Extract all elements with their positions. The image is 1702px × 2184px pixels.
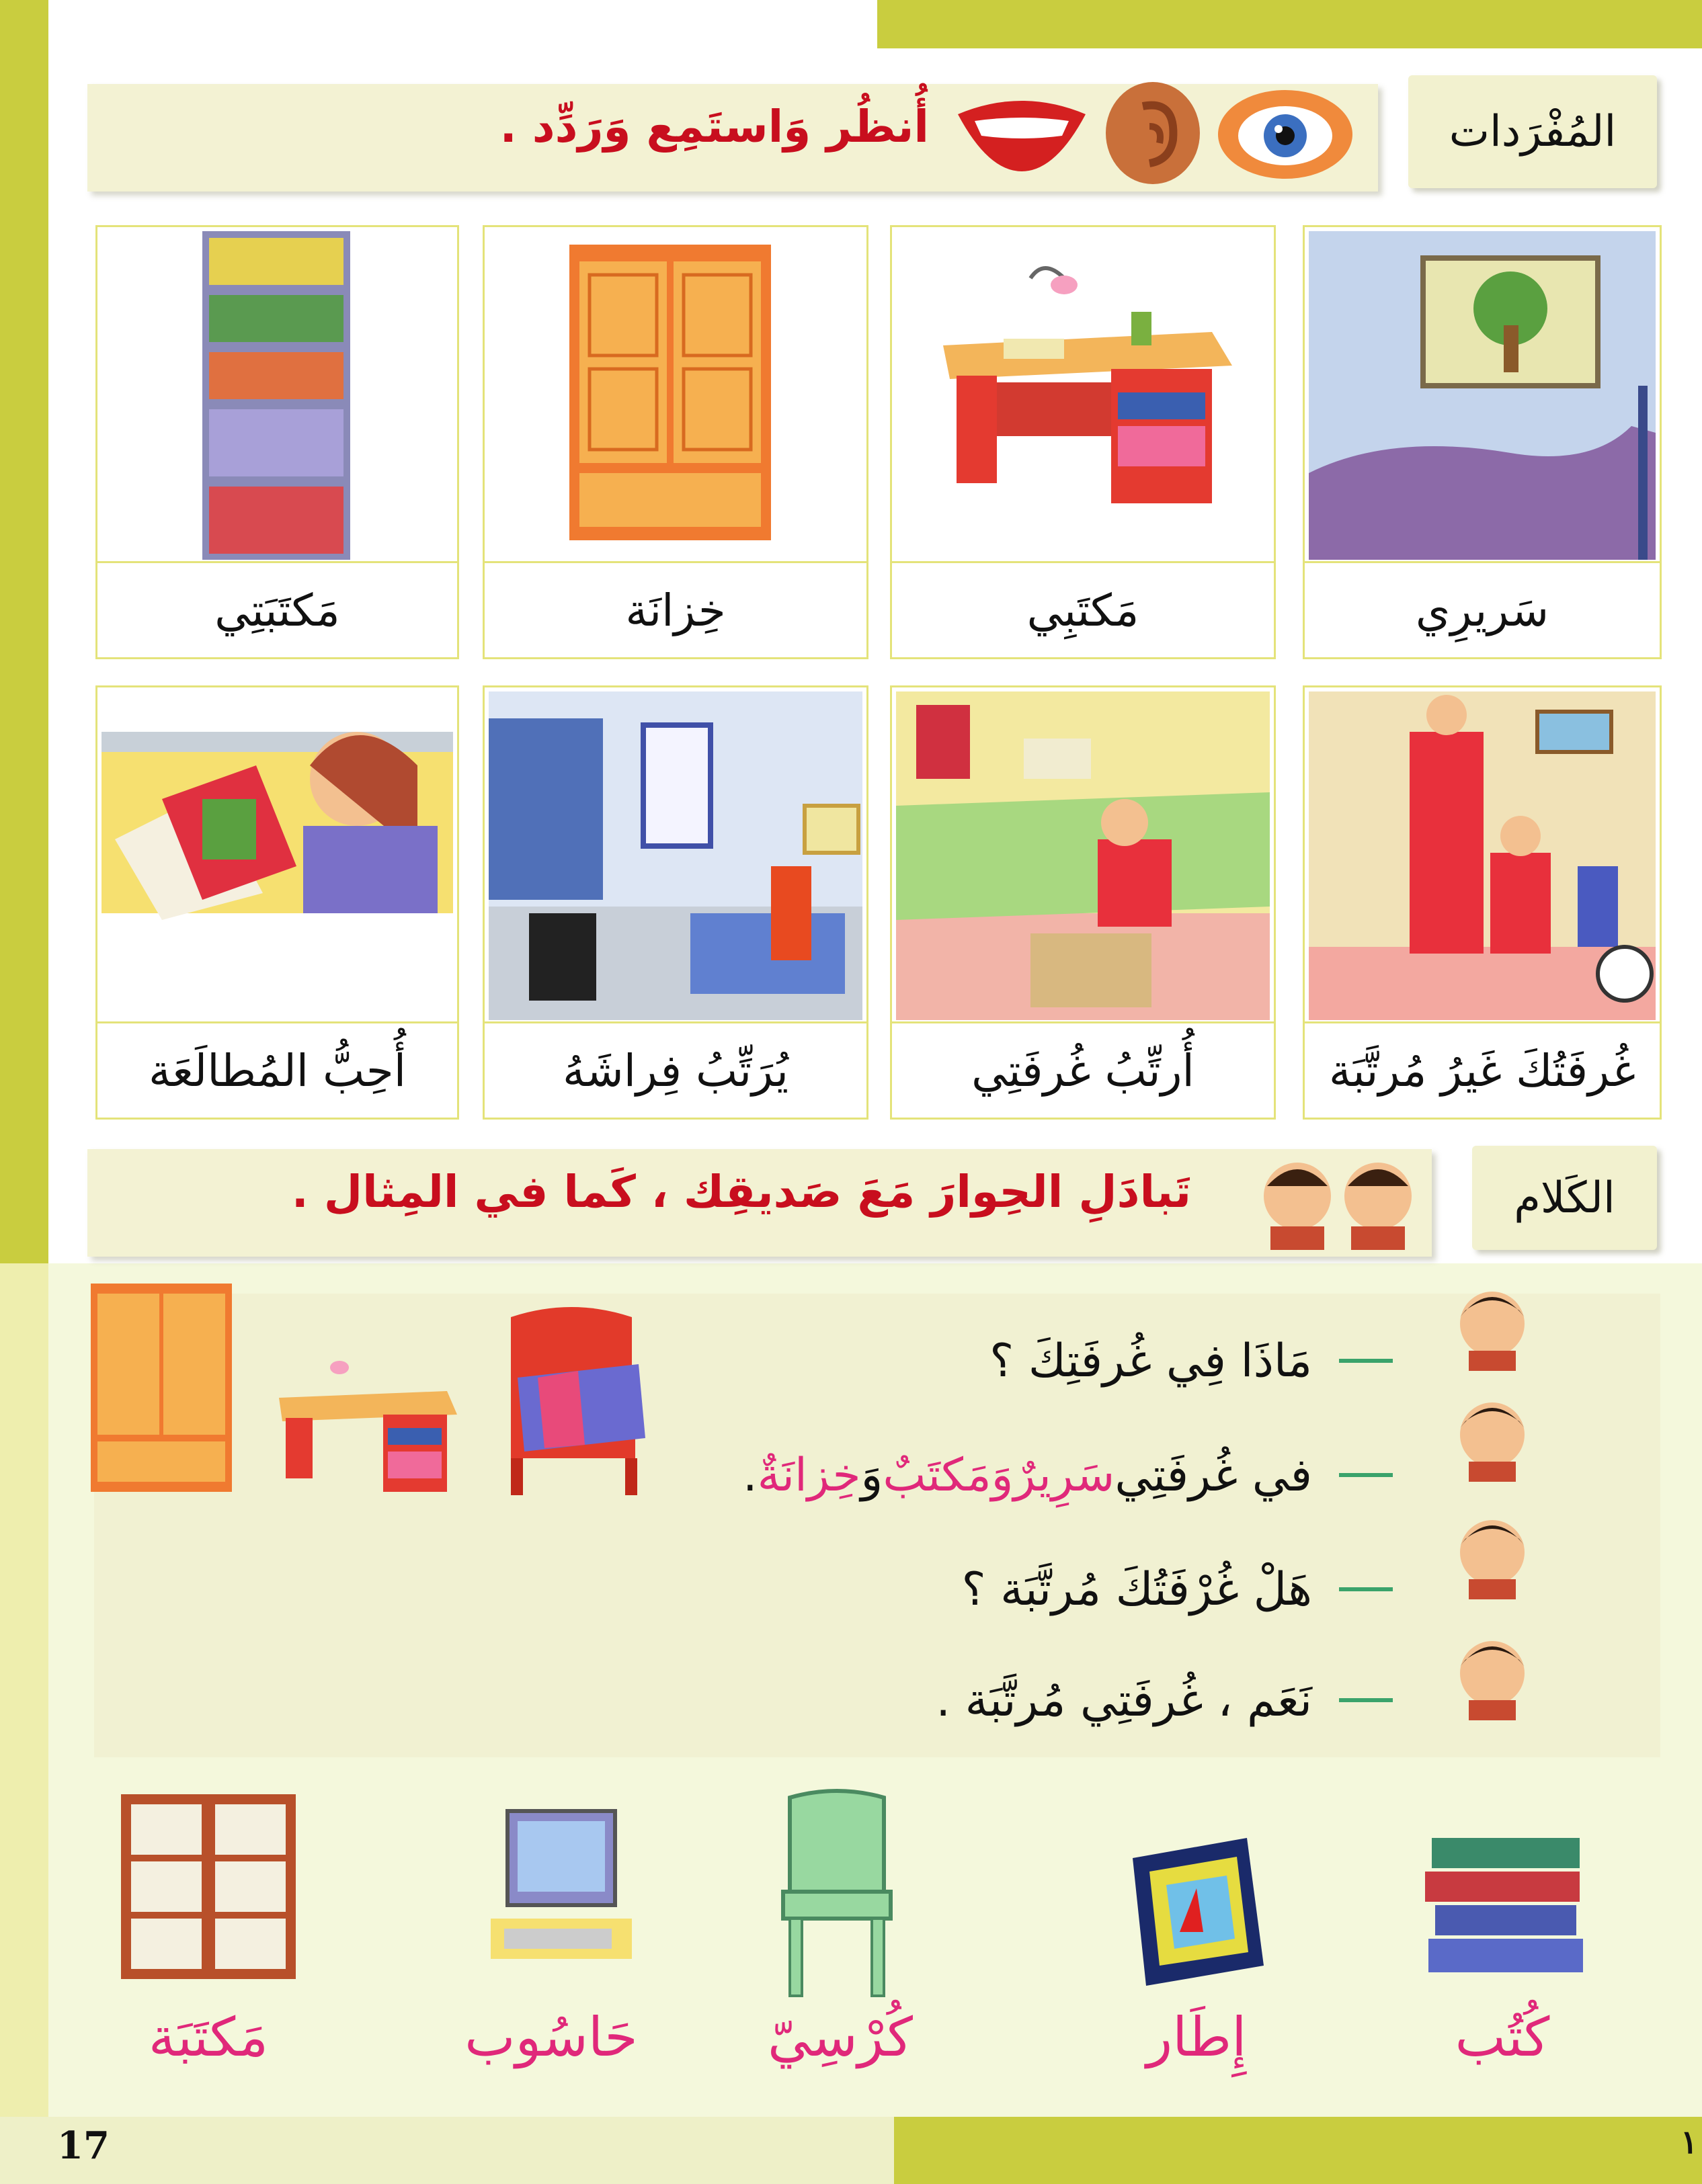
vocab-caption: سَريرِي <box>1305 561 1660 657</box>
girl-reading-illustration <box>102 691 453 1020</box>
vocab-caption: خِزانَة <box>485 561 866 657</box>
vocab-card-bed <box>1303 225 1662 659</box>
boy-tidying-illustration <box>896 691 1270 1020</box>
vocab-card-desk <box>890 225 1276 659</box>
vocab-caption: يُرَتِّبُ فِراشَهُ <box>485 1021 866 1118</box>
vocab-card-tidy-room <box>890 685 1276 1120</box>
desk-small-illustration <box>266 1351 460 1495</box>
dash-mark <box>1339 1698 1393 1702</box>
vocab-caption: مَكتَبَتِي <box>97 561 457 657</box>
vocab-caption: مَكتَبِي <box>892 561 1274 657</box>
computer-illustration <box>484 1798 639 1992</box>
books-illustration <box>1418 1818 1593 1986</box>
dialog-line-3-text: هَلْ غُرْفَتُكَ مُرتَّبَة ؟ <box>961 1562 1312 1616</box>
dialog-word-desk: وَمَكتَبٌ <box>883 1448 1014 1502</box>
vocab-caption: أُرتِّبُ غُرفَتِي <box>892 1021 1274 1118</box>
vocab-card-room-untidy <box>1303 685 1662 1120</box>
eye-icon <box>1217 87 1354 181</box>
boy-avatar-1 <box>1452 1284 1533 1371</box>
picture-frame-illustration <box>1119 1831 1274 1992</box>
vocab-card-reading <box>95 685 459 1120</box>
mouth-icon <box>955 94 1089 175</box>
bottom-left-band <box>0 2117 894 2184</box>
dialog-word-wardrobe: خِزانَةٌ <box>757 1448 861 1502</box>
bottom-olive-band <box>894 2117 1702 2184</box>
vocab-section-label <box>1408 75 1657 188</box>
wardrobe-illustration <box>489 231 862 560</box>
mother-and-son-illustration <box>1309 691 1656 1020</box>
vocab-card-bookcase <box>95 225 459 659</box>
page-number-left: 17 <box>57 2124 110 2168</box>
dialog-word-bed: سَرِيرٌ <box>1013 1448 1115 1502</box>
boy-avatar-2 <box>1452 1394 1533 1482</box>
speaking-instruction: تَبادَلِ الحِوارَ مَعَ صَديقِك ، كَما في المِثال . <box>291 1166 1191 1218</box>
dash-mark <box>1339 1473 1393 1477</box>
word-books: كُتُب <box>1455 2006 1550 2068</box>
word-chair: كُرْسِيّ <box>768 2006 913 2068</box>
bedroom-wall-illustration <box>1309 231 1656 560</box>
boy-avatar-3 <box>1452 1512 1533 1599</box>
dialog-line-2-start: في غُرفَتِي <box>1115 1448 1312 1502</box>
left-olive-band <box>0 0 48 1263</box>
bookcase-small-illustration <box>118 1791 299 1982</box>
boy-making-bed-illustration <box>489 691 862 1020</box>
vocab-card-wardrobe <box>483 225 868 659</box>
vocab-instruction: أُنظُر وَاستَمِع وَرَدِّد . <box>499 101 929 153</box>
dialog-line-2 <box>743 1438 1393 1512</box>
word-bookcase: مَكتَبَة <box>148 2006 269 2068</box>
vocab-card-makes-bed <box>483 685 868 1120</box>
word-frame: إِطَار <box>1146 2006 1247 2068</box>
speaking-section-label-text: الكَلام <box>1514 1173 1615 1223</box>
chair-illustration <box>770 1784 904 1999</box>
two-boys-talking-icon <box>1250 1156 1425 1250</box>
vocab-caption: غُرفَتُكَ غَيرُ مُرتَّبَة <box>1305 1021 1660 1118</box>
dash-mark <box>1339 1359 1393 1363</box>
dialog-line-1-text: مَاذَا فِي غُرفَتِكَ ؟ <box>989 1334 1312 1388</box>
dialog-word-and: وَ <box>860 1448 883 1502</box>
vocab-caption: أُحِبُّ المُطالَعَة <box>97 1021 457 1118</box>
ear-icon <box>1102 79 1203 187</box>
vocab-section-label-text: المُفْرَدات <box>1449 107 1617 157</box>
wardrobe-small-illustration <box>84 1280 239 1502</box>
dialog-line-3 <box>961 1552 1393 1626</box>
top-olive-band <box>877 0 1702 48</box>
speaking-section-label <box>1472 1146 1657 1250</box>
dialog-line-2-end: . <box>743 1448 758 1502</box>
bookcase-illustration <box>102 231 453 560</box>
top-white-band <box>0 0 877 48</box>
dialog-line-4 <box>936 1663 1393 1737</box>
left-pale-band <box>0 1263 48 2117</box>
dialog-line-1 <box>989 1324 1393 1398</box>
word-computer: حَاسُوب <box>464 2006 638 2068</box>
desk-illustration <box>896 231 1270 560</box>
boy-avatar-4 <box>1452 1633 1533 1720</box>
dialog-line-4-text: نَعَم ، غُرفَتِي مُرتَّبَة . <box>936 1673 1312 1727</box>
dash-mark <box>1339 1587 1393 1591</box>
bed-small-illustration <box>497 1304 649 1499</box>
page-number-right: ١ <box>1680 2124 1698 2161</box>
